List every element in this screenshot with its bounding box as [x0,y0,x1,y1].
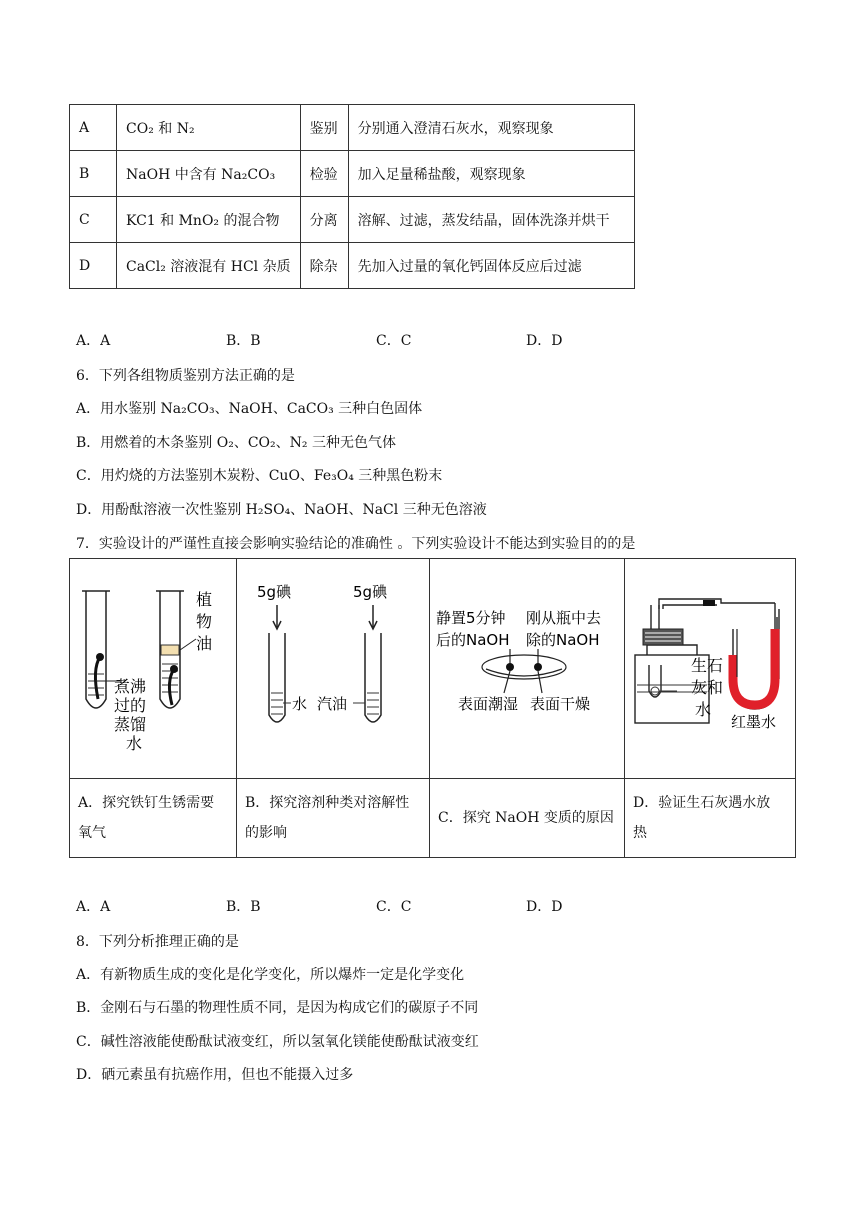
lime-water-figure [625,559,795,774]
q6-option-d[interactable]: D．用酚酞溶液一次性鉴别 H₂SO₄、NaOH、NaCl 三种无色溶液 [76,502,487,518]
figure-a [70,559,237,779]
caption-b-line2: 的影响 [245,825,287,841]
label-boiled-3: 蒸馏 [114,715,147,734]
option-c[interactable]: C．C [376,333,412,349]
figure-d [625,559,796,779]
label-c-top3: 后的NaOH [436,631,510,649]
row-method: 分别通入澄清石灰水，观察现象 [348,105,634,151]
caption-b [237,779,430,858]
caption-a-line1: A．探究铁钉生锈需要 [78,795,215,811]
label-iodine-left: 5g碘 [257,583,292,601]
row-key: D [70,243,117,289]
label-c-top2: 刚从瓶中去 [526,609,602,627]
q7-table [69,558,796,858]
label-lime-2: 灰和 [691,678,724,697]
option-c[interactable]: C．C [376,899,412,915]
table-row [70,197,635,243]
label-oil-2: 物 [196,612,213,631]
solubility-figure [237,559,429,774]
row-purpose: 鉴别 [300,105,348,151]
caption-d-line1: D．验证生石灰遇水放 [633,795,771,811]
row-method: 先加入过量的氧化钙固体反应后过滤 [348,243,634,289]
option-d[interactable]: D．D [526,333,563,349]
row-item: NaOH 中含有 Na₂CO₃ [117,151,301,197]
label-dry: 表面干燥 [530,695,591,713]
q7-options [76,896,676,916]
row-key: A [70,105,117,151]
figure-c [430,559,625,779]
row-purpose: 除杂 [300,243,348,289]
row-method: 溶解、过滤，蒸发结晶，固体洗涤并烘干 [348,197,634,243]
label-oil-1: 植 [196,590,213,609]
option-b[interactable]: B．B [226,333,261,349]
caption-b-line1: B．探究溶剂种类对溶解性 [245,795,410,811]
label-water: 水 [292,695,308,713]
q5-options [76,330,676,350]
table-row [70,151,635,197]
q6-option-b[interactable]: B．用燃着的木条鉴别 O₂、CO₂、N₂ 三种无色气体 [76,435,396,451]
caption-d [625,779,796,858]
q7-stem: 7．实验设计的严谨性直接会影响实验结论的准确性 。下列实验设计不能达到实验目的的是 [76,536,636,552]
table-row [70,243,635,289]
q8-option-c[interactable]: C．碱性溶液能使酚酞试液变红，所以氢氧化镁能使酚酞试液变红 [76,1034,479,1050]
label-c-top1: 静置5分钟 [436,609,506,627]
caption-c [430,779,625,858]
label-iodine-right: 5g碘 [353,583,388,601]
row-key: C [70,197,117,243]
label-ink: 红墨水 [731,713,777,731]
row-key: B [70,151,117,197]
q8-option-a[interactable]: A．有新物质生成的变化是化学变化，所以爆炸一定是化学变化 [76,967,465,983]
caption-a-line2: 氧气 [78,825,106,841]
option-b[interactable]: B．B [226,899,261,915]
q8-option-b[interactable]: B．金刚石与石墨的物理性质不同，是因为构成它们的碳原子不同 [76,1000,479,1016]
label-oil-3: 油 [196,634,213,653]
q8-option-d[interactable]: D．硒元素虽有抗癌作用，但也不能摄入过多 [76,1067,354,1083]
q5-table [69,104,635,289]
row-item: CO₂ 和 N₂ [117,105,301,151]
row-item: CaCl₂ 溶液混有 HCl 杂质 [117,243,301,289]
label-lime-1: 生石 [691,656,724,675]
naoh-figure [430,559,624,774]
row-purpose: 检验 [300,151,348,197]
q6-stem: 6．下列各组物质鉴别方法正确的是 [76,368,295,384]
row-item: KC1 和 MnO₂ 的混合物 [117,197,301,243]
q6-option-c[interactable]: C．用灼烧的方法鉴别木炭粉、CuO、Fe₃O₄ 三种黑色粉末 [76,468,443,484]
label-lime-3: 水 [695,700,712,719]
caption-c-line1: C．探究 NaOH 变质的原因 [438,810,614,826]
caption-d-line2: 热 [633,825,647,841]
table-row [70,105,635,151]
q6-option-a[interactable]: A．用水鉴别 Na₂CO₃、NaOH、CaCO₃ 三种白色固体 [76,401,423,417]
label-boiled-1: 煮沸 [114,677,147,696]
label-gasoline: 汽油 [317,695,348,713]
option-d[interactable]: D．D [526,899,563,915]
option-a[interactable]: A．A [76,333,111,349]
test-tube-rust-figure [70,559,236,774]
label-boiled-2: 过的 [114,696,147,715]
figure-b [237,559,430,779]
row-method: 加入足量稀盐酸，观察现象 [348,151,634,197]
option-a[interactable]: A．A [76,899,111,915]
label-c-top4: 除的NaOH [526,631,600,649]
caption-a [70,779,237,858]
label-boiled-4: 水 [126,734,143,753]
label-wet: 表面潮湿 [458,695,519,713]
row-purpose: 分离 [300,197,348,243]
q8-stem: 8．下列分析推理正确的是 [76,934,239,950]
